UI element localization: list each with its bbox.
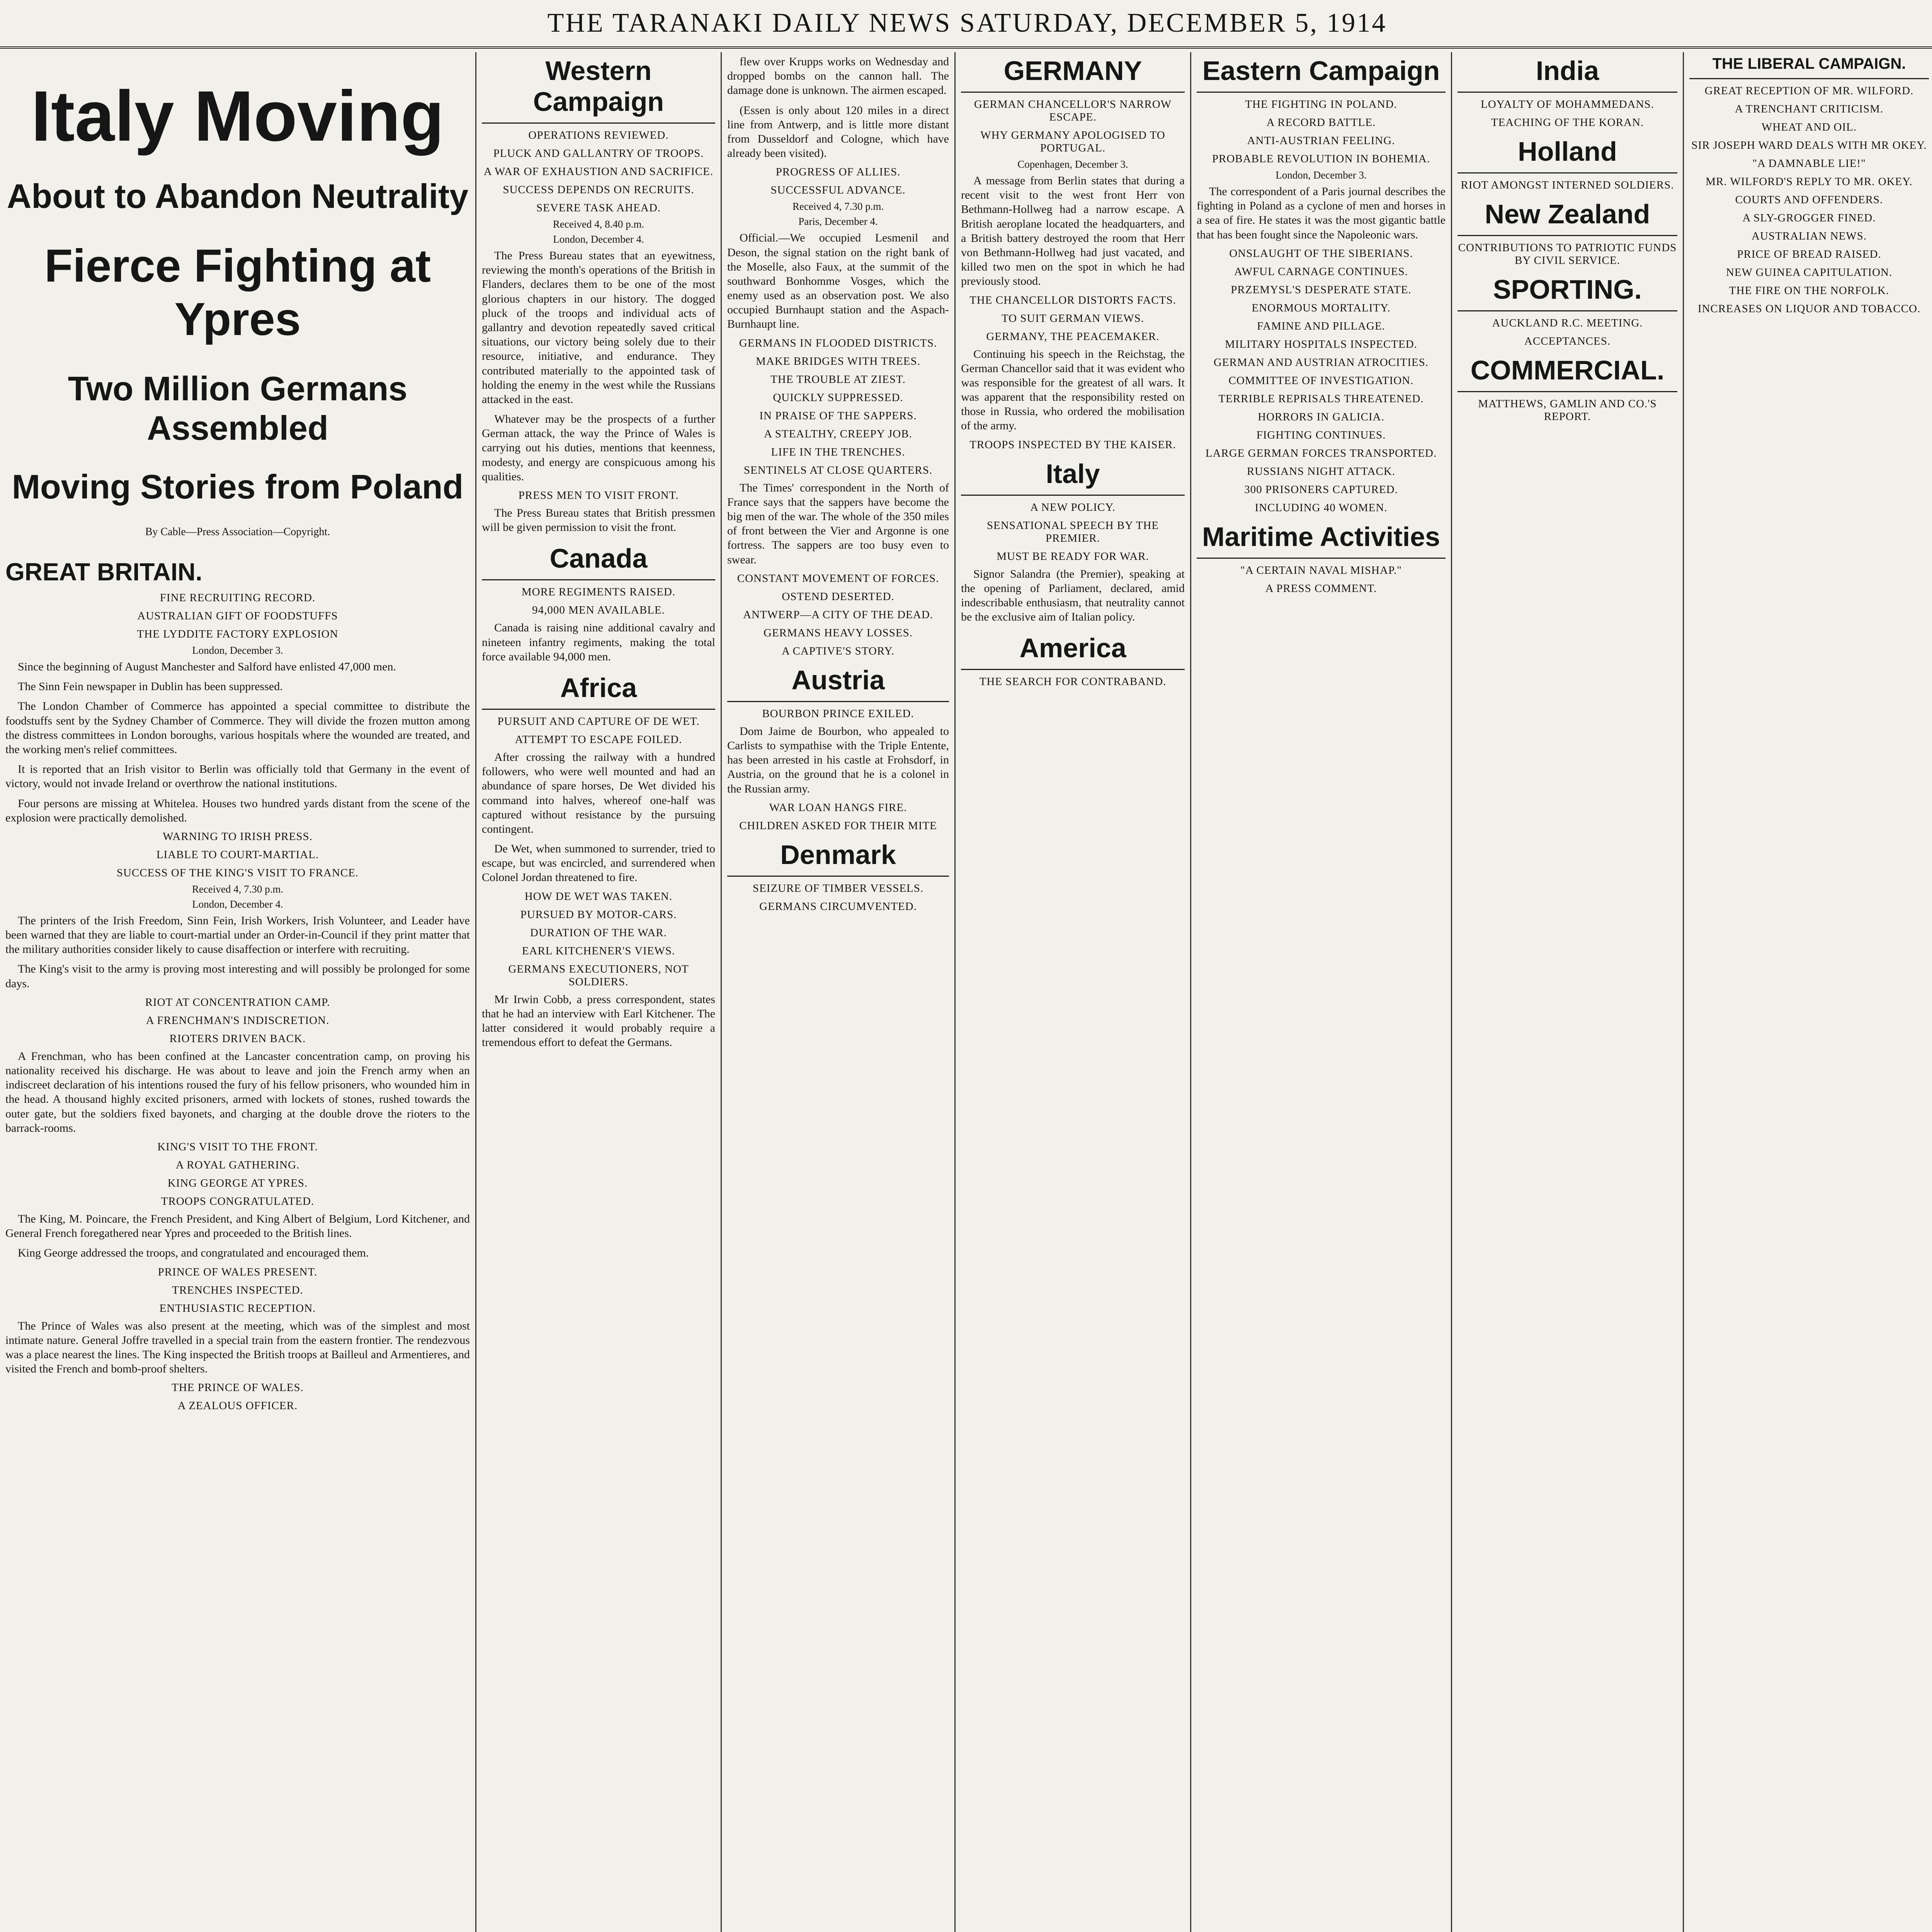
region-heading: New Zealand: [1458, 196, 1677, 236]
subheading: PRICE OF BREAD RAISED.: [1737, 248, 1881, 260]
dateline: London, December 3.: [1276, 169, 1367, 181]
subheading: BOURBON PRINCE EXILED.: [762, 707, 914, 720]
subheading: LOYALTY OF MOHAMMEDANS.: [1481, 98, 1654, 111]
subheading: AUSTRALIAN NEWS.: [1752, 230, 1867, 242]
paragraph: The Times' correspondent in the North of France says that the sappers have become the big men of the war. The whole of the 350 miles of front between the Vier and Argonne is one fortress. The sappers are too busy even to swear.: [727, 481, 949, 566]
region-heading: Canada: [482, 540, 715, 580]
subheading: WHEAT AND OIL.: [1761, 121, 1857, 133]
subheading: DURATION OF THE WAR.: [530, 926, 667, 939]
subheading: PRINCE OF WALES PRESENT.: [158, 1265, 318, 1278]
subheading: WARNING TO IRISH PRESS.: [163, 830, 313, 843]
paragraph: Mr Irwin Cobb, a press correspondent, states that he had an interview with Earl Kitchener. The latter considered it would probably require a tremendous effort to defeat the Germans.: [482, 993, 715, 1049]
subheading: A STEALTHY, CREEPY JOB.: [764, 427, 912, 440]
subheading: NEW GUINEA CAPITULATION.: [1726, 266, 1893, 279]
paragraph: Since the beginning of August Manchester and Salford have enlisted 47,000 men.: [18, 660, 396, 673]
lead-headline: Italy Moving: [31, 77, 444, 156]
paragraph: Whatever may be the prospects of a further German attack, the way the Prince of Wales is carrying out his duties, mentions that keenness, modesty, and energy are conspicuous among his qualities.: [482, 413, 715, 483]
subheading: TROOPS CONGRATULATED.: [161, 1195, 315, 1208]
subheading: LIABLE TO COURT-MARTIAL.: [156, 848, 319, 861]
paragraph: flew over Krupps works on Wednesday and dropped bombs on the cannon hall. The damage done is unknown. The airmen escaped.: [727, 55, 949, 97]
region-heading: SPORTING.: [1458, 271, 1677, 311]
subheading: THE SEARCH FOR CONTRABAND.: [979, 675, 1167, 688]
subheading: PURSUED BY MOTOR-CARS.: [520, 908, 677, 921]
region-heading: Denmark: [727, 836, 949, 877]
subheading: GERMANS IN FLOODED DISTRICTS.: [739, 337, 937, 349]
subheading: A PRESS COMMENT.: [1265, 582, 1377, 595]
section-heading: Eastern Campaign: [1197, 52, 1446, 93]
subheading: TO SUIT GERMAN VIEWS.: [1001, 312, 1144, 325]
subheading: LARGE GERMAN FORCES TRANSPORTED.: [1205, 447, 1437, 459]
subheading: GERMANS CIRCUMVENTED.: [759, 900, 917, 913]
subheading: THE FIRE ON THE NORFOLK.: [1729, 284, 1889, 297]
paragraph: After crossing the railway with a hundred followers, who were well mounted and had an abundance of spare horses, De Wet divided his command into halves, whereof one-half was captured without resistance by the pursuing contingent.: [482, 750, 715, 835]
subheading: TEACHING OF THE KORAN.: [1491, 116, 1644, 129]
subheading: INCLUDING 40 WOMEN.: [1255, 501, 1388, 514]
subheading: CONSTANT MOVEMENT OF FORCES.: [737, 572, 939, 585]
subheading: RIOT AMONGST INTERNED SOLDIERS.: [1461, 179, 1674, 191]
lead-column: [0, 52, 475, 1932]
subheading: SENSATIONAL SPEECH BY THE PREMIER.: [986, 519, 1159, 544]
section-heading: GREAT BRITAIN.: [5, 558, 202, 586]
dateline: Copenhagen, December 3.: [1017, 158, 1128, 170]
subheading: ACCEPTANCES.: [1524, 335, 1611, 347]
subheading: THE CHANCELLOR DISTORTS FACTS.: [969, 294, 1176, 306]
subheading: FIGHTING CONTINUES.: [1256, 429, 1386, 441]
subheading: PRESS MEN TO VISIT FRONT.: [518, 489, 679, 502]
subheading: AUCKLAND R.C. MEETING.: [1492, 317, 1643, 329]
subheading: ATTEMPT TO ESCAPE FOILED.: [515, 733, 682, 746]
subheading: MATTHEWS, GAMLIN AND CO.'S REPORT.: [1478, 398, 1657, 423]
germany-column: [956, 52, 1190, 1932]
paragraph: The Press Bureau states that an eyewitness, reviewing the month's operations of the British in Flanders, declares them to be one of the most glorious chapters in our history. The dogged pluck of the troops and individual acts of gallantry and devotion repeatedly saved critical situations, our victory being solely due to their resource, initiative, and endurance. They contributed materially to the appointed task of holding the enemy in the west while the Russians attacked in the east.: [482, 249, 715, 406]
subheading: LIFE IN THE TRENCHES.: [771, 446, 905, 458]
subheading: EARL KITCHENER'S VIEWS.: [522, 944, 675, 957]
subheading: SUCCESSFUL ADVANCE.: [770, 184, 906, 197]
subheading: WAR LOAN HANGS FIRE.: [769, 801, 907, 814]
received-line: Received 4, 7.30 p.m.: [792, 201, 884, 213]
paragraph: King George addressed the troops, and congratulated and encouraged them.: [18, 1247, 369, 1260]
subheading: SENTINELS AT CLOSE QUARTERS.: [743, 464, 933, 476]
paragraph: Continuing his speech in the Reichstag, the German Chancellor said that it was evident who was responsible for the greatest of all wars. It was apparent that the responsibility rested on those in Russia, who ordered the mobilisation of the army.: [961, 347, 1185, 432]
liberal-campaign-column: [1684, 52, 1932, 1932]
paragraph: The Prince of Wales was also present at the meeting, which was of the simplest and most intimate nature. General Joffre travelled in a special train from the eastern frontier. The rendezvous was a place nearest the lines. The King inspected the British troops at Bailleul and Armentieres, and visited the French and bomb-proof shelters.: [5, 1319, 470, 1376]
subheading: CHILDREN ASKED FOR THEIR MITE: [739, 819, 937, 832]
subheading: TRENCHES INSPECTED.: [172, 1284, 303, 1296]
subheading: FINE RECRUITING RECORD.: [160, 592, 316, 604]
region-heading: Italy: [961, 455, 1185, 496]
region-heading: Africa: [482, 669, 715, 710]
subheading: GERMAN CHANCELLOR'S NARROW ESCAPE.: [974, 98, 1172, 123]
region-heading: America: [961, 629, 1185, 670]
subheading: MAKE BRIDGES WITH TREES.: [756, 355, 920, 367]
subheading: ANTWERP—A CITY OF THE DEAD.: [743, 608, 933, 621]
subheading: 94,000 MEN AVAILABLE.: [532, 604, 665, 617]
subheading: MILITARY HOSPITALS INSPECTED.: [1225, 338, 1417, 350]
subheading: PROBABLE REVOLUTION IN BOHEMIA.: [1212, 153, 1430, 165]
india-column: [1452, 52, 1683, 1932]
subheading: COMMITTEE OF INVESTIGATION.: [1228, 374, 1414, 387]
section-heading: India: [1458, 52, 1677, 93]
subheading: ANTI-AUSTRIAN FEELING.: [1247, 134, 1395, 147]
paragraph: The King's visit to the army is proving most interesting and will possibly be prolonged for some days.: [5, 963, 470, 990]
subheading: A SLY-GROGGER FINED.: [1742, 212, 1876, 224]
subheading: KING GEORGE AT YPRES.: [167, 1177, 308, 1189]
subheading: GERMANS EXECUTIONERS, NOT SOLDIERS.: [508, 963, 689, 988]
paragraph: It is reported that an Irish visitor to Berlin was officially told that Germany in the event of victory, would not invade Ireland or overthrow the national institutions.: [5, 763, 470, 790]
subheading: SUCCESS DEPENDS ON RECRUITS.: [503, 184, 694, 196]
paragraph: The Sinn Fein newspaper in Dublin has been suppressed.: [18, 680, 283, 693]
subheading: AWFUL CARNAGE CONTINUES.: [1234, 265, 1408, 278]
paragraph: Dom Jaime de Bourbon, who appealed to Carlists to sympathise with the Triple Entente, has been arrested in his castle at Frohsdorf, in Austria, on the ground that he is a colonel in the Russian army.: [727, 724, 949, 795]
subheading: PRZEMYSL'S DESPERATE STATE.: [1231, 283, 1412, 296]
subheading: TROOPS INSPECTED BY THE KAISER.: [969, 438, 1176, 451]
subheading: HORRORS IN GALICIA.: [1258, 410, 1384, 423]
section-heading: THE LIBERAL CAMPAIGN.: [1689, 52, 1929, 79]
paragraph: The correspondent of a Paris journal describes the fighting in Poland as a cyclone of men and horses in a sea of fire. He states it was the most gigantic battle that has been fought since the Napoleonic wars.: [1197, 185, 1446, 241]
paragraph: The King, M. Poincare, the French President, and King Albert of Belgium, Lord Kitchener, and General French foregathered near Ypres and proceeded to the British lines.: [5, 1212, 470, 1240]
paragraph: The London Chamber of Commerce has appointed a special committee to distribute the foodstuffs sent by the Sydney Chamber of Commerce. They will divide the frozen mutton among the distress committees in London boroughs, various hospitals where the wounded are treated, and the working men's relief committees.: [5, 700, 470, 756]
subheading: A NEW POLICY.: [1030, 501, 1116, 514]
subheading: GREAT RECEPTION OF MR. WILFORD.: [1704, 85, 1914, 97]
section-heading: GERMANY: [961, 52, 1185, 93]
subheading: OPERATIONS REVIEWED.: [528, 129, 669, 141]
paragraph: Signor Salandra (the Premier), speaking at the opening of Parliament, declared, amid indescribable enthusiasm, that neutrality cannot be the exclusive aim of Italian policy.: [961, 567, 1185, 624]
subheading: CONTRIBUTIONS TO PATRIOTIC FUNDS BY CIVIL SERVICE.: [1458, 242, 1677, 267]
subheading: HOW DE WET WAS TAKEN.: [524, 890, 673, 903]
paragraph: A Frenchman, who has been confined at the Lancaster concentration camp, on proving his nationality received his discharge. He was about to leave and join the French army when an indiscreet declaration of his intentions roused the fury of his fellow prisoners, who wounded him in the head. A thousand highly excited prisoners, armed with lockets of stones, rushed towards the outer gate, but the soldiers fixed bayonets, and charging at the double drove the rioters to the barrack-rooms.: [5, 1049, 470, 1134]
lead-deck: About to Abandon Neutrality: [7, 177, 469, 215]
western-campaign-column: [476, 52, 721, 1932]
dateline: London, December 3.: [192, 645, 283, 656]
subheading: SUCCESS OF THE KING'S VISIT TO FRANCE.: [116, 866, 359, 879]
subheading: INCREASES ON LIQUOR AND TOBACCO.: [1697, 303, 1921, 315]
subheading: MORE REGIMENTS RAISED.: [521, 586, 676, 599]
paragraph: The Press Bureau states that British pressmen will be given permission to visit the front.: [482, 507, 715, 534]
subheading: A RECORD BATTLE.: [1266, 116, 1376, 129]
subheading: SEIZURE OF TIMBER VESSELS.: [752, 882, 924, 895]
region-heading: Holland: [1458, 133, 1677, 173]
paragraph: Official.—We occupied Lesmenil and Deson, the signal station on the right bank of the Moselle, also Faux, at the summit of the southward Bonhomme Vosges, which the enemy used as an observation post. We also occupied Burnhaupt station and the Aspach-Burnhaupt line.: [727, 231, 949, 331]
paragraph: Four persons are missing at Whitelea. Houses two hundred yards distant from the scene of the explosion were practically demolished.: [5, 797, 470, 824]
subheading: A ROYAL GATHERING.: [175, 1158, 300, 1171]
subheading: RIOT AT CONCENTRATION CAMP.: [145, 996, 330, 1009]
subheading: PLUCK AND GALLANTRY OF TROOPS.: [493, 147, 704, 160]
subheading: MR. WILFORD'S REPLY TO MR. OKEY.: [1706, 175, 1913, 188]
subheading: RIOTERS DRIVEN BACK.: [169, 1032, 306, 1045]
subheading: A TRENCHANT CRITICISM.: [1735, 103, 1884, 115]
region-heading: Maritime Activities: [1197, 518, 1446, 559]
subheading: THE TROUBLE AT ZIEST.: [770, 373, 906, 386]
received-line: Received 4, 8.40 p.m.: [553, 218, 645, 230]
subheading: SIR JOSEPH WARD DEALS WITH MR OKEY.: [1691, 139, 1927, 151]
masthead: THE TARANAKI DAILY NEWS SATURDAY, DECEMBER 5, 1914: [0, 0, 1932, 49]
subheading: QUICKLY SUPPRESSED.: [773, 391, 903, 404]
subheading: ENORMOUS MORTALITY.: [1252, 301, 1391, 314]
subheading: PROGRESS OF ALLIES.: [776, 166, 901, 179]
received-line: Received 4, 7.30 p.m.: [192, 883, 284, 895]
subheading: ONSLAUGHT OF THE SIBERIANS.: [1229, 247, 1413, 260]
subheading: ENTHUSIASTIC RECEPTION.: [159, 1302, 316, 1315]
subheading: IN PRAISE OF THE SAPPERS.: [759, 409, 917, 422]
paragraph: Canada is raising nine additional cavalry and nineteen infantry regiments, making the total force available 94,000 men.: [482, 621, 715, 663]
subheading: "A DAMNABLE LIE!": [1752, 157, 1866, 170]
subheading: TERRIBLE REPRISALS THREATENED.: [1218, 392, 1424, 405]
subheading: A ZEALOUS OFFICER.: [177, 1400, 298, 1412]
lead-deck: Fierce Fighting at Ypres: [44, 240, 431, 345]
subheading: COURTS AND OFFENDERS.: [1735, 194, 1883, 206]
subheading: PURSUIT AND CAPTURE OF DE WET.: [497, 715, 700, 728]
section-heading: Western Campaign: [482, 52, 715, 124]
subheading: THE FIGHTING IN POLAND.: [1245, 98, 1397, 111]
subheading: WHY GERMANY APOLOGISED TO PORTUGAL.: [980, 129, 1165, 154]
subheading: RUSSIANS NIGHT ATTACK.: [1247, 465, 1396, 478]
region-heading: COMMERCIAL.: [1458, 352, 1677, 392]
subheading: MUST BE READY FOR WAR.: [997, 550, 1149, 563]
eastern-campaign-column: [1191, 52, 1451, 1932]
subheading: THE LYDDITE FACTORY EXPLOSION: [137, 628, 338, 640]
paragraph: A message from Berlin states that during a recent visit to the west front Herr von Bethmann-Hollweg had a narrow escape. A British aeroplane located the headquarters, and a British battery destroyed the room that Herr von Bethmann-Hollweg had just vacated, and killed two men on the spot in which he had previously stood.: [961, 174, 1185, 288]
subheading: AUSTRALIAN GIFT OF FOODSTUFFS: [137, 610, 338, 622]
dateline: London, December 4.: [192, 898, 283, 910]
subheading: FAMINE AND PILLAGE.: [1257, 320, 1385, 332]
byline: By Cable—Press Association—Copyright.: [145, 526, 330, 538]
dateline: London, December 4.: [553, 233, 644, 245]
subheading: A FRENCHMAN'S INDISCRETION.: [146, 1014, 330, 1027]
subheading: "A CERTAIN NAVAL MISHAP.": [1240, 564, 1402, 577]
subheading: OSTEND DESERTED.: [782, 590, 895, 603]
subheading: A CAPTIVE'S STORY.: [781, 645, 895, 657]
subheading: GERMAN AND AUSTRIAN ATROCITIES.: [1213, 356, 1429, 369]
subheading: 300 PRISONERS CAPTURED.: [1244, 483, 1398, 496]
subheading: SEVERE TASK AHEAD.: [536, 202, 661, 214]
lead-deck: Two Million Germans Assembled: [68, 369, 408, 447]
lead-deck: Moving Stories from Poland: [12, 468, 464, 506]
subheading: A WAR OF EXHAUSTION AND SACRIFICE.: [483, 165, 714, 178]
paragraph: (Essen is only about 120 miles in a direct line from Antwerp, and is little more distant from Dusseldorf and Cologne, which have already been visited).: [727, 104, 949, 160]
subheading: GERMANS HEAVY LOSSES.: [764, 626, 913, 639]
news-column-3: [722, 52, 954, 1932]
subheading: KING'S VISIT TO THE FRONT.: [157, 1140, 318, 1153]
paragraph: De Wet, when summoned to surrender, tried to escape, but was encircled, and surrendered when Colonel Jordan threatened to fire.: [482, 842, 715, 884]
paragraph: The printers of the Irish Freedom, Sinn Fein, Irish Workers, Irish Volunteer, and Leader have been warned that they are liable to court-martial under an Order-in-Council if they print matter that the military authorities consider likely to cause disaffection or interfere with recruiting.: [5, 914, 470, 956]
region-heading: Austria: [727, 662, 949, 702]
dateline: Paris, December 4.: [798, 216, 878, 228]
subheading: THE PRINCE OF WALES.: [172, 1381, 304, 1394]
subheading: GERMANY, THE PEACEMAKER.: [986, 330, 1160, 343]
